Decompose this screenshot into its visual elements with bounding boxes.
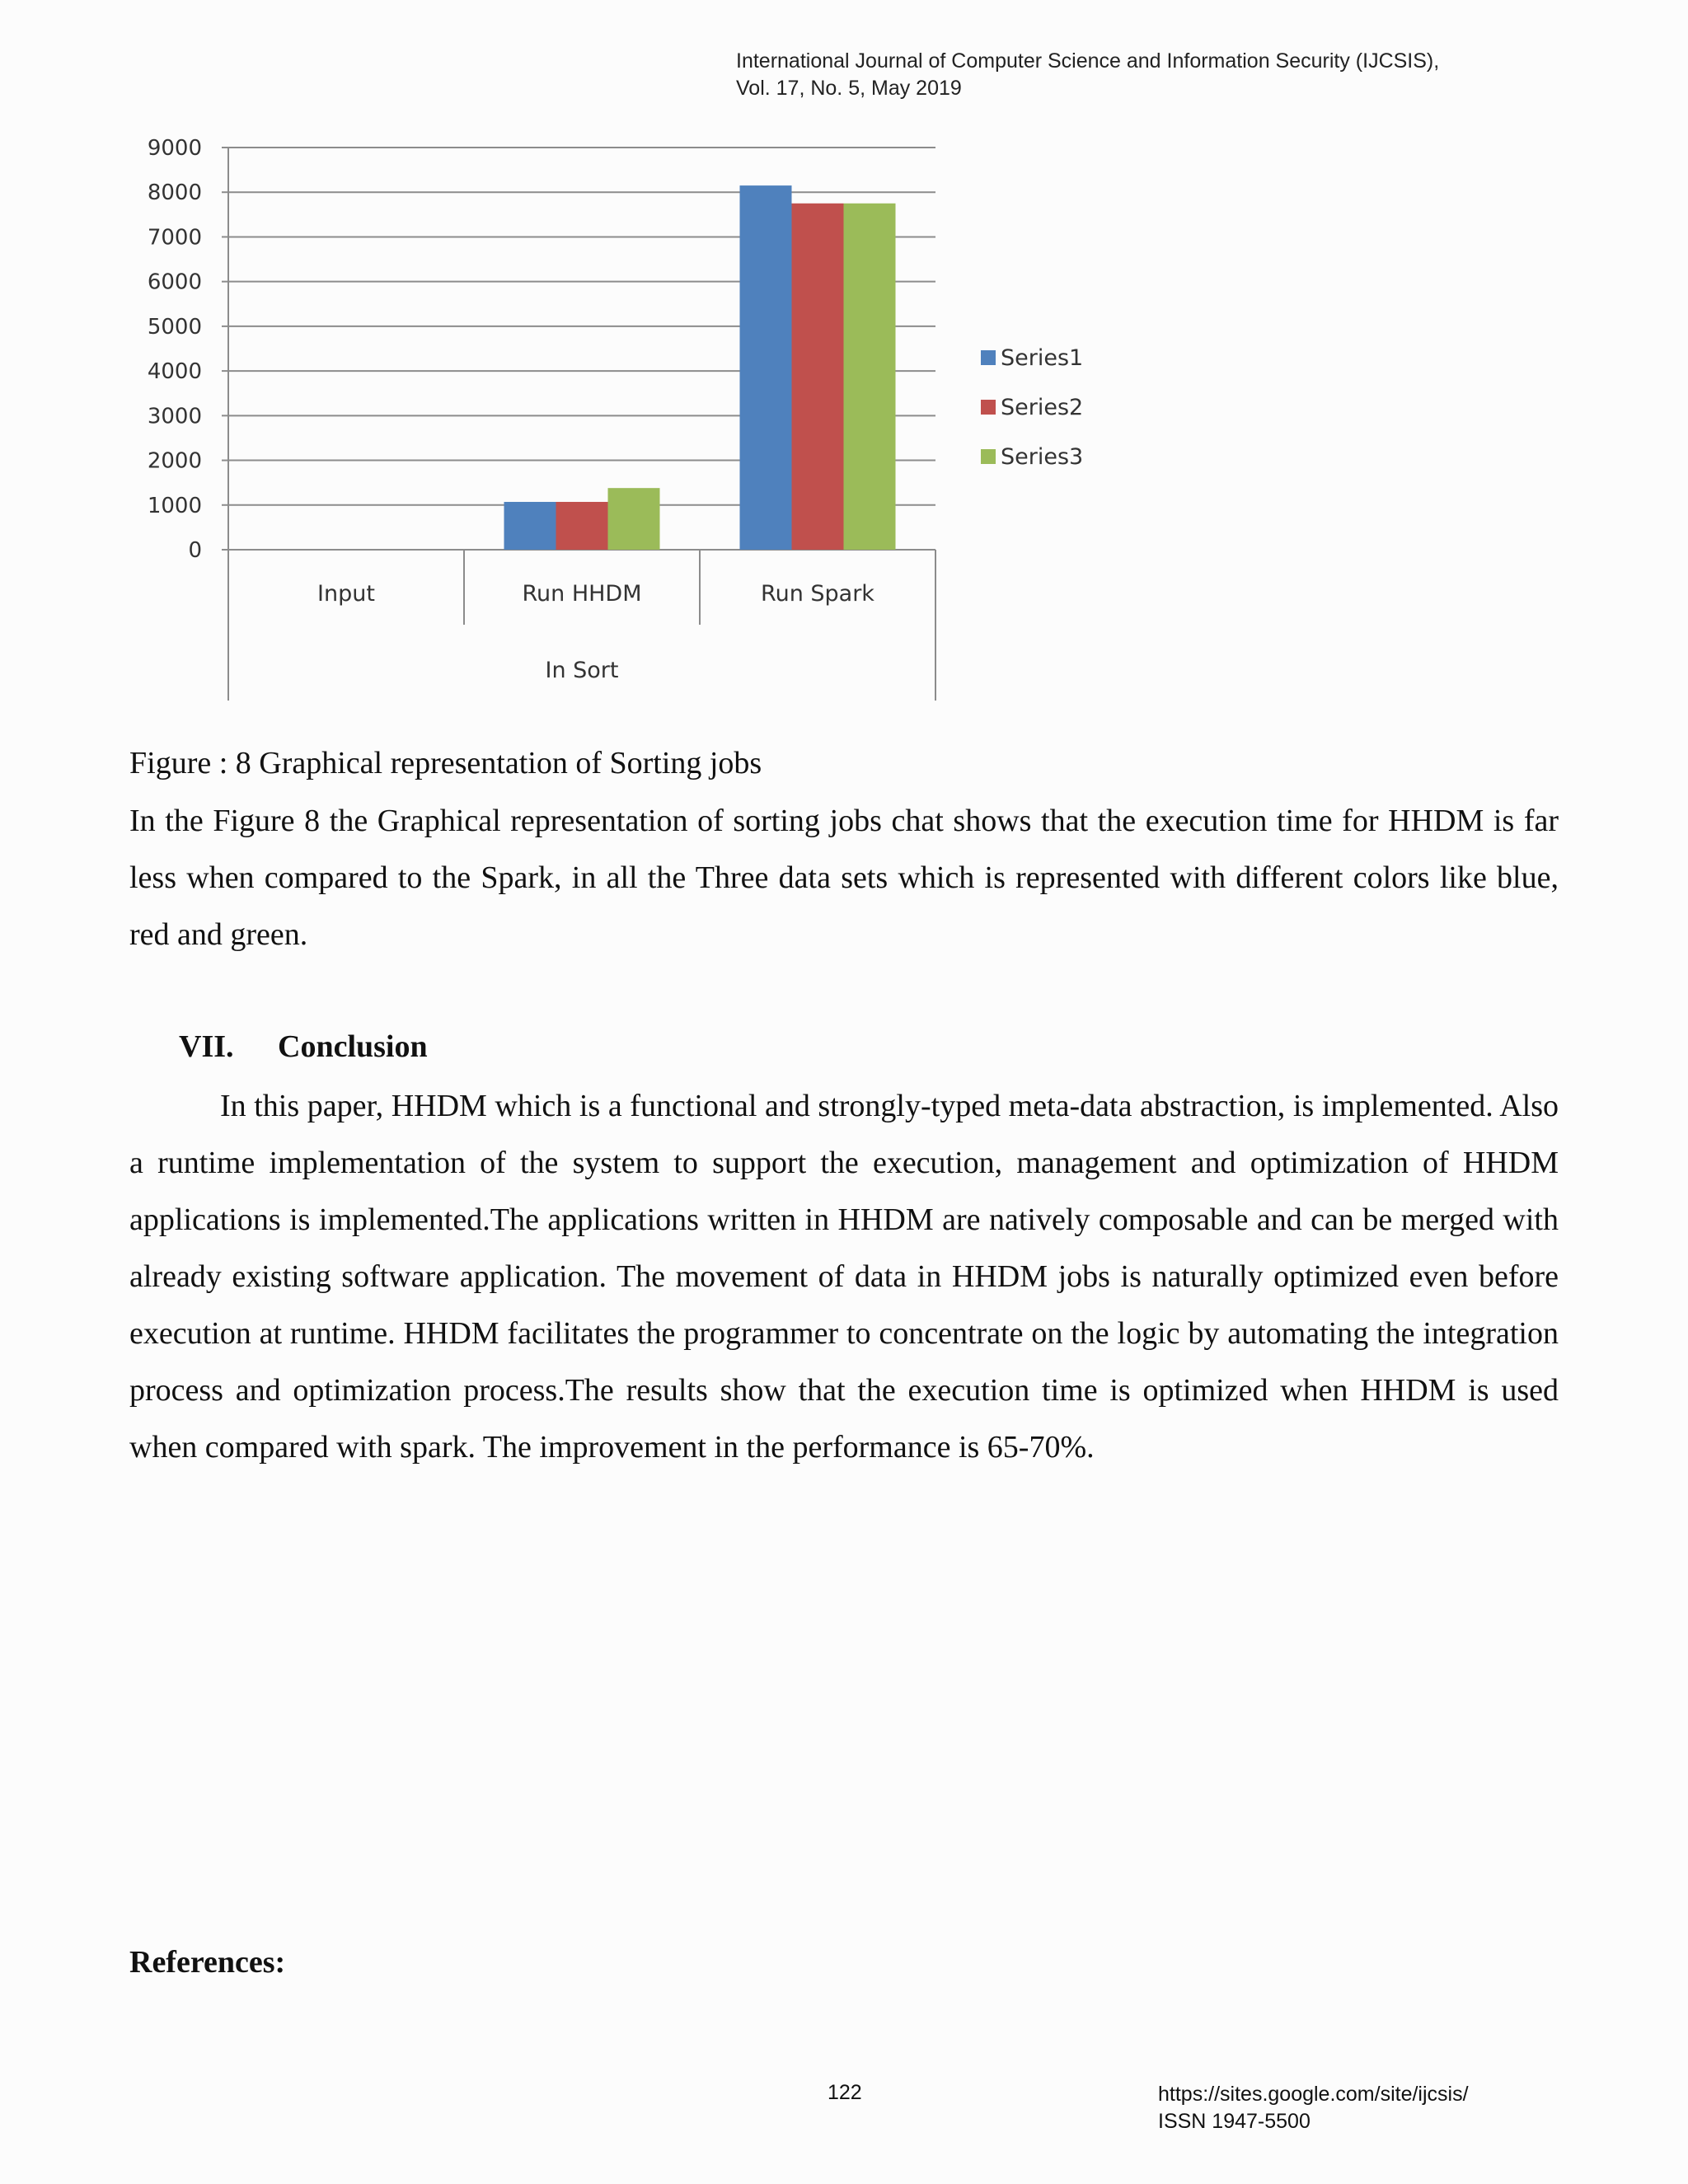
journal-volume: Vol. 17, No. 5, May 2019 [736, 77, 962, 100]
bar [844, 204, 896, 550]
issn: ISSN 1947-5500 [1158, 2110, 1311, 2133]
y-tick-label: 4000 [147, 359, 202, 385]
y-tick-label: 2000 [147, 448, 202, 474]
legend-label: Series3 [1001, 444, 1084, 470]
bar [608, 488, 660, 550]
journal-title: International Journal of Computer Science and Information Security (IJCSIS), [736, 49, 1440, 73]
section-heading [179, 1028, 428, 1066]
legend-swatch [981, 350, 996, 365]
y-tick-label: 3000 [147, 404, 202, 429]
legend-swatch [981, 449, 996, 464]
legend-swatch [981, 400, 996, 415]
y-tick-label: 7000 [147, 225, 202, 251]
bar [504, 502, 556, 550]
page-number: 122 [828, 2081, 862, 2104]
sorting-jobs-chart [124, 128, 1113, 709]
x-tick-label: Run Spark [761, 581, 874, 607]
conclusion-paragraph: In this paper, HHDM which is a functional and strongly-typed meta-data abstraction, is implemented. Also a runtime implementation of the system to support the execution, management and optimization of HHDM applications is implemented.The applications written in HHDM are natively composable and can be merged with already existing software application. The movement of data in HHDM jobs is naturally optimized even before execution at runtime. HHDM facilitates the programmer to concentrate on the logic by automating the integration process and optimization process.The results show that the execution time is optimized when HHDM is used when compared with spark. The improvement in the performance is 65-70%. [129, 1089, 1559, 1465]
legend-label: Series1 [1001, 345, 1084, 371]
legend-label: Series2 [1001, 395, 1084, 420]
footer-info [1158, 2081, 1469, 2135]
y-tick-label: 9000 [147, 136, 202, 161]
references-heading: References: [129, 1945, 286, 1980]
section-number: VII. [179, 1029, 234, 1064]
x-group-label: In Sort [545, 658, 619, 683]
section-title: Conclusion [278, 1029, 428, 1064]
y-tick-label: 8000 [147, 180, 202, 206]
figure-caption: Figure : 8 Graphical representation of Sorting jobs [129, 746, 762, 780]
x-tick-label: Input [317, 581, 375, 607]
y-tick-label: 6000 [147, 269, 202, 295]
bar [556, 502, 608, 550]
bar [792, 204, 844, 550]
journal-header [736, 48, 1439, 102]
y-tick-label: 0 [188, 538, 202, 563]
y-tick-label: 1000 [147, 493, 202, 518]
x-tick-label: Run HHDM [522, 581, 642, 607]
y-tick-label: 5000 [147, 314, 202, 340]
bar [740, 185, 792, 550]
journal-url: https://sites.google.com/site/ijcsis/ [1158, 2083, 1469, 2106]
figure-description-paragraph: In the Figure 8 the Graphical representation of sorting jobs chat shows that the execution time for HHDM is far less when compared to the Spark, in all the Three data sets which is represented with different colors like blue, red and green. [129, 804, 1559, 952]
